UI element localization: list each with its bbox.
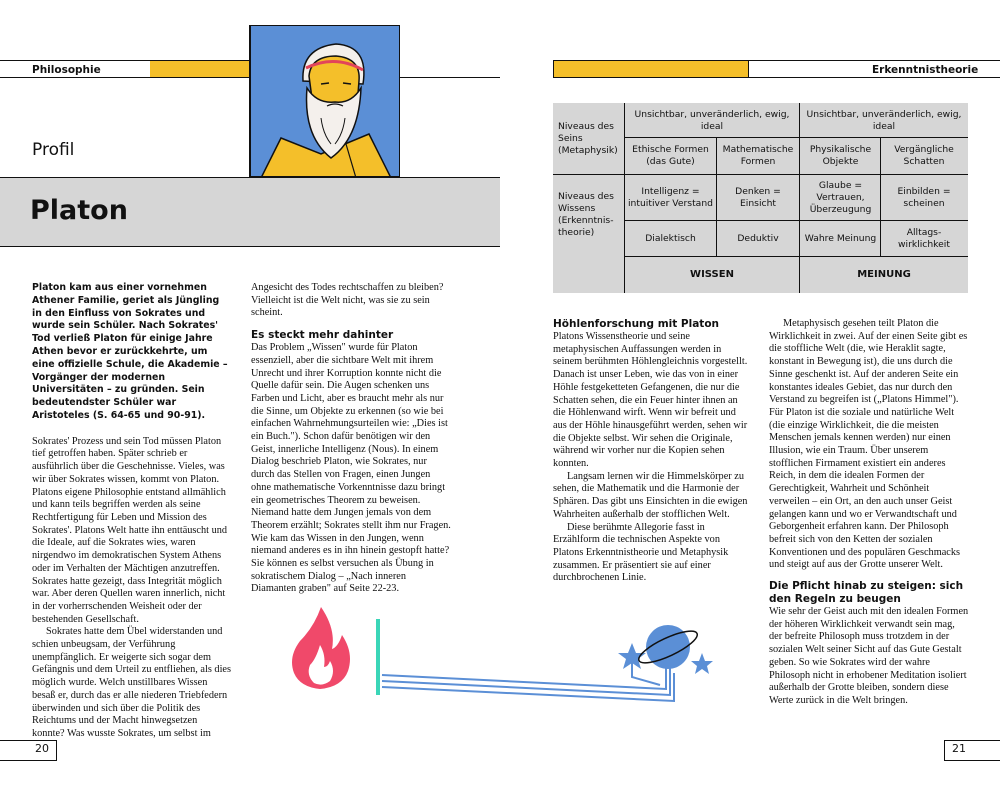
rule [0,760,56,761]
rule [624,220,968,221]
lead-paragraph: Platon kam aus einer vornehmen Athener Familie, geriet als Jüngling in den Einfluss von Sokrates und wurde sein Schüler. Nach Sokrates' Tod verließ Platon für einige Jahre Athen bevor er zurückkehrte, um eine offizielle Schule, die Akademie – Vorgänger der modernen Universitäten – zu gründen. Sein bedeutendster Schüler war Aristoteles (S. 64-65 und 90-91). [32,282,228,421]
section-heading: Höhlenforschung mit Platon [553,318,720,330]
table-footer-cell: WISSEN [690,269,734,280]
table-cell: Unsichtbar, unveränderlich, ewig, ideal [806,109,962,132]
rule [944,740,1000,741]
paragraph: Langsam lernen wir die Himmelskörper zu sehen, die Mathematik und die Harmonie der Sphären. Das gibt uns Einsichten in die ewigen Wahrheiten außerhalb der stofflichen Welt. [553,470,748,520]
rule [553,174,968,175]
rule [56,740,57,761]
rule [716,138,717,256]
table-cell: Denken = Einsicht [735,185,781,209]
page-number: 20 [35,742,49,755]
right-column-1 [553,318,752,585]
plato-portrait [250,25,400,177]
rule [944,760,1000,761]
rule [400,77,500,78]
left-column-2 [251,282,451,596]
knowledge-table [553,103,968,293]
accent-bar [150,61,250,77]
table-cell: Unsichtbar, unveränderlich, ewig, ideal [634,109,790,132]
table-cell: Dialektisch [645,232,696,244]
table-cell: Einbilden = scheinen [897,185,951,209]
table-cell: Wahre Meinung [804,232,877,244]
rule [553,77,1000,78]
rule [748,60,749,78]
rule [624,137,968,138]
table-cell: Deduktiv [737,232,779,244]
table-cell: Mathematische Formen [722,144,794,167]
rule [944,740,945,761]
table-footer-cell: MEINUNG [857,269,911,280]
rule [0,740,56,741]
paragraph: Platons Wissenstheorie und seine metaphysischen Auffassungen werden in seinem berühmten Höhlengleichnis vorgestellt. Danach ist unser Leben, wie das von in einer Höhle festgeketteten Gefangenen, die nur die Schatten sehen, die ein Feuer hinter ihnen an die Höhlenwand wirft. Wenn wir befreit und aus der Höhle hinausgeführt werden, sehen wir die Objekte selbst. Wir sehen die Originale, während wir vorher nur die Kopien sehen konnten. [553,331,748,470]
page-title: Platon [30,195,128,226]
left-column-1 [32,282,232,741]
section-heading: Die Pflicht hinab zu steigen: sich den Regeln zu beugen [769,580,964,606]
right-column-2 [769,318,969,708]
flame-icon [286,605,356,690]
rule [624,256,968,257]
table-cell: Intelligenz = intuitiver Verstand [628,185,713,209]
paragraph: Angesicht des Todes rechtschaffen zu bleiben? Vielleicht ist die Welt nicht, was sie zu sein scheint. [251,282,444,319]
plato-illustration [251,26,400,177]
divided-line-illustration [370,615,715,705]
table-cell: Ethische Formen (das Gute) [632,144,709,167]
table-cell: Alltags-wirklichkeit [898,226,950,250]
paragraph: Metaphysisch gesehen teilt Platon die Wirklichkeit in zwei. Auf der einen Seite gibt es die stoffliche Welt (die, wie Heraklit sagte, konstant in Bewegung ist), die uns durch die Sinne geschenkt ist. Auf der anderen Seite ein konstantes ideales Gebiet, das nur durch den Verstand zu begreifen ist („Platons Himmel"). Für Platon ist die soziale und natürliche Welt (die einzige Wirklichkeit, die die meisten Menschen jemals kennen werden) nur einen Illusion, wie ein Traum. Über unserem stofflichen Firmament existiert ein anderes Reich, in dem die idealen Formen der Gerechtigkeit, Wahrheit und Schönheit verweilen – ein Ort, an den auch unser Geist gelangen kann und wo er Verwandtschaft und Geborgenheit erfahren kann. Der Philosoph befreit sich von den Ketten der sozialen Konventionen und des populären Geschmacks und steigt auf aus der Grotte unserer Welt. [769,318,968,571]
table-cell: Vergängliche Schatten [894,144,954,167]
paragraph: Sokrates hatte dem Übel widerstanden und schien unbeugsam, der Verführung unempfänglich. Er weigerte sich sogar dem Gefängnis und dem Urteil zu entfliehen, als dies möglich wurde. Welch unstillbares Wissen besaß er, durch das er alle niederen Triebfedern überwinden und sich über die Politik des Reichtums und der Macht hinwegsetzen konnte? Was wusste Sokrates, um selbst im [32,626,232,739]
profile-label: Profil [32,140,75,160]
rule [880,138,881,256]
paragraph: Sokrates' Prozess und sein Tod müssen Platon tief getroffen haben. Später schrieb er ausführlich über die Geschehnisse. Vieles, was wir über Sokrates wissen, kommt von Platon. Platons eigene Philosophie entstand allmählich und kann teils begriffen werden als seine Rechtfertigung für Leben und Mission des Sokrates'. Platons Welt hatte ihn enttäuscht und die Ideale, auf die Sokrates wies, waren nirgendwo im demokratischen System Athens oder im Verhalten der Mächtigen anzutreffen. Sokrates hatte gezeigt, dass Integrität möglich war. Aber deren Quellen waren innerlich, nicht in der vorherrschenden Weisheit oder der bestehenden Gesellschaft. [32,435,228,625]
table-cell: Physikalische Objekte [809,144,872,167]
rule [553,60,554,78]
paragraph: Wie sehr der Geist auch mit den idealen Formen der höheren Wirklichkeit verwandt sein mag, der befreite Philosoph muss trotzdem in der sozialen Welt seiner Sicht auf das Gute Gestalt geben. So wie Sokrates wird der wahre Philosoph nicht in erhobener Meditation isoliert außerhalb der Grotte bleiben, sondern diese Werte zurück in die Welt bringen. [769,606,969,706]
page-number: 21 [952,742,966,755]
row-label: Niveaus des Wissens (Erkenntnis-theorie) [558,191,614,238]
section-tag: Philosophie [32,64,101,76]
paragraph: Diese berühmte Allegorie fasst in Erzählform die technischen Aspekte von Platons Erkenntnistheorie und Metaphysik zusammen. Er präsentiert sie auf einer durchbrochenen Linie. [553,521,729,584]
row-label: Niveaus des Seins (Metaphysik) [558,121,618,156]
table-cell: Glaube = Vertrauen, Überzeugung [809,179,872,215]
section-heading: Es steckt mehr dahinter [251,329,394,342]
paragraph: Das Problem „Wissen" wurde für Platon essenziell, aber die sichtbare Welt mit ihrem Unrecht und ihrer Korruption konnte nicht die Quelle dafür sein. Die Augen schenken uns Farben und Licht, aber es braucht mehr als nur die Sinne, um Objekte zu erkennen (so wie bei einfachen Wahrnehmungsurteilen wie: „Dies ist ein Buch."). Schon dafür benötigen wir den Geist, innerliche Intelligenz (Nous). In einem Dialog beschrieb Platon, wie Sokrates, nur durch das Stellen von Fragen, einen Jungen ohne mathematische Vorkenntnisse dazu bringt ein geometrisches Theorem zu beweisen. Niemand hatte dem Jungen jemals von dem Theorem erzählt; Sokrates stellt ihm nur Fragen. Wie kam das Wissen in den Jungen, wenn niemand anderes es in ihn hinein gestopft hatte? Sie können es selbst versuchen als Übung in sokratischem Dialog – „Nach inneren Diamanten graben" auf Seite 22-23. [251,342,451,595]
section-tag: Erkenntnistheorie [872,64,979,76]
accent-bar [553,61,748,77]
